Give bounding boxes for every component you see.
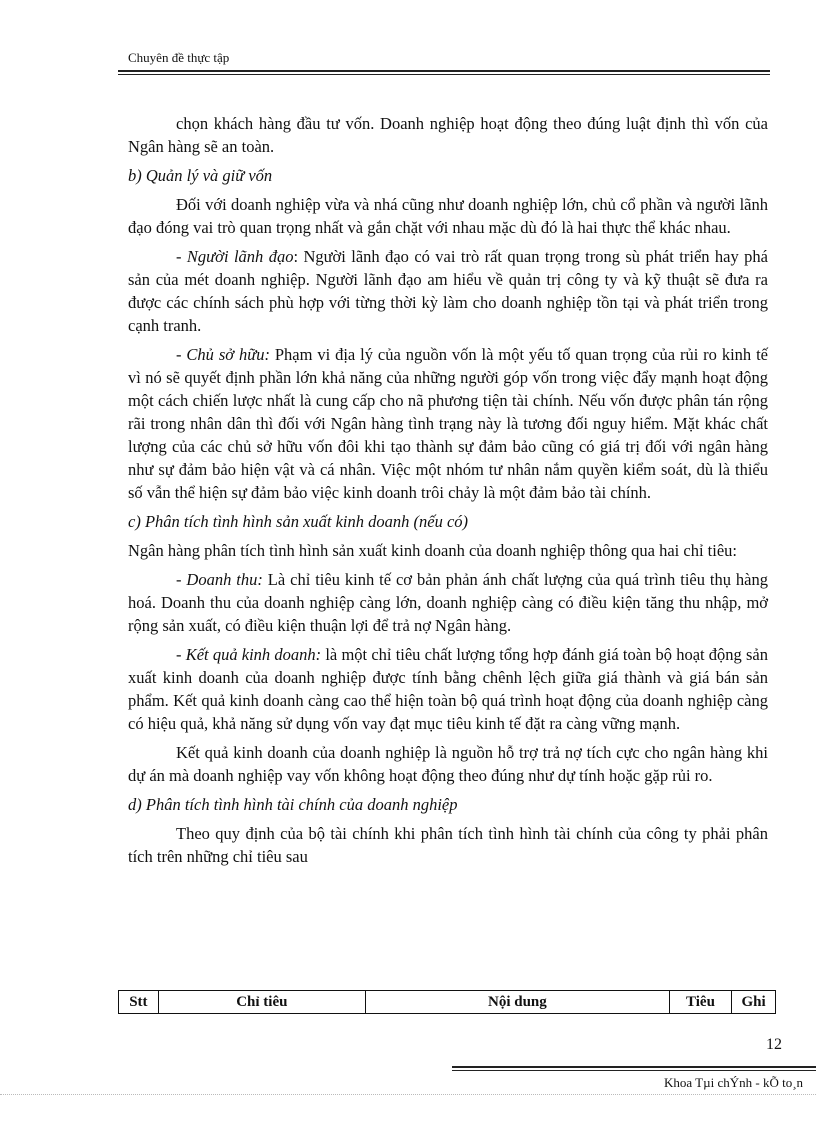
page-number: 12 (766, 1036, 782, 1053)
col-indicator: Chỉ tiêu (158, 991, 365, 1014)
header-rule-thick (118, 70, 770, 72)
header-title: Chuyên đề thực tập (128, 50, 230, 65)
col-stt: Stt (119, 991, 159, 1014)
paragraph-owner (128, 343, 768, 504)
paragraph-8: Kết quả kinh doanh của doanh nghiệp là nguồn hỗ trợ trả nợ tích cực cho ngân hàng khi dự án mà doanh nghiệp vay vốn không hoạt động theo đúng như dự tính hoặc gặp rủi ro. (128, 743, 768, 785)
col-criterion: Tiêu (669, 991, 731, 1014)
result-label: - Kết quả kinh doanh: (176, 645, 322, 664)
paragraph-9: Theo quy định của bộ tài chính khi phân tích tình hình tài chính của công ty phải phân tích trên những chỉ tiêu sau (128, 824, 768, 866)
paragraph-result (128, 643, 768, 735)
result-text: là một chỉ tiêu chất lượng tổng hợp đánh giá toàn bộ hoạt động sản xuất kinh doanh của doanh nghiệp được tính bằng chênh lệch giữa giá thành và giá bán sản phẩm. Kết quả kinh doanh càng cao thể hiện toàn bộ quá trình hoạt động của doanh nghiệp càng có hiệu quả, khả năng sử dụng vốn vay đạt mục tiêu kinh tế đặt ra càng vững mạnh. (128, 645, 769, 733)
page-bottom-edge (0, 1094, 816, 1095)
heading-c: c) Phân tích tình hình sản xuất kinh doanh (nếu có) (128, 512, 469, 531)
paragraph-5: Ngân hàng phân tích tình hình sản xuất kinh doanh của doanh nghiệp thông qua hai chỉ tiêu: (128, 541, 737, 560)
indicator-table (118, 990, 776, 1014)
paragraph-2: Đối với doanh nghiệp vừa và nhá cũng như doanh nghiệp lớn, chủ cổ phần và người lãnh đạo đóng vai trò quan trọng nhất và gắn chặt với nhau mặc dù đó là hai thực thể khác nhau. (128, 195, 768, 237)
col-content: Nội dung (365, 991, 669, 1014)
footer-rule-thin (452, 1070, 816, 1071)
revenue-text: Là chỉ tiêu kinh tế cơ bản phản ánh chất lượng của quá trình tiêu thụ hàng hoá. Doanh thu của doanh nghiệp càng lớn, doanh nghiệp càng có điều kiện tăng thu nhập, mở rộng sản xuất, có điều kiện thuận lợi để trả nợ Ngân hàng. (128, 570, 768, 635)
heading-b: b) Quản lý và giữ vốn (128, 166, 273, 185)
document-body (128, 112, 768, 874)
leader-text: : Người lãnh đạo có vai trò rất quan trọng trong sù phát triển hay phá sản của mét doanh nghiệp. Người lãnh đạo am hiểu về quản trị công ty và kỹ thuật sẽ đưa ra được các chính sách phù hợp với từng thời kỳ làm cho doanh nghiệp tồn tại và phát triển trong cạnh tranh. (128, 247, 768, 335)
col-note: Ghi (732, 991, 776, 1014)
paragraph-revenue (128, 568, 768, 637)
revenue-label: - Doanh thu: (176, 570, 263, 589)
paragraph-1: chọn khách hàng đầu tư vốn. Doanh nghiệp hoạt động theo đúng luật định thì vốn của Ngân hàng sẽ an toàn. (128, 114, 768, 156)
paragraph-leader (128, 245, 768, 337)
footer-rule-thick (452, 1066, 816, 1068)
owner-text: Phạm vi địa lý của nguồn vốn là một yếu tố quan trọng của rủi ro kinh tế vì nó sẽ quyết định phần lớn khả năng của những người góp vốn trong việc đẩy mạnh hoạt động một cách chiến lược nhất là cung cấp cho nã phương tiện tài chính. Nếu vốn được phân tán rộng rãi trong nhân dân thì đối với Ngân hàng tình trạng này là tương đối nguy hiểm. Mặt khác chất lượng của các chủ sở hữu vốn đôi khi tạo thành sự đảm bảo cũng có giá trị đối với ngân hàng như sự đảm bảo hiện vật và cá nhân. Việc một nhóm tư nhân nắm quyền kiểm soát, dù là thiểu số vẫn thể hiện sự đảm bảo việc kinh doanh trôi chảy là một đảm bảo tài chính. (128, 345, 768, 502)
heading-d: d) Phân tích tình hình tài chính của doanh nghiệp (128, 795, 458, 814)
owner-label: - Chủ sở hữu: (176, 345, 270, 364)
table-header-row (119, 991, 776, 1014)
leader-label: - Người lãnh đạo (176, 247, 294, 266)
header-rule-thin (118, 74, 770, 75)
footer-text: Khoa Tµi chÝnh - kÕ to¸n (664, 1075, 804, 1090)
